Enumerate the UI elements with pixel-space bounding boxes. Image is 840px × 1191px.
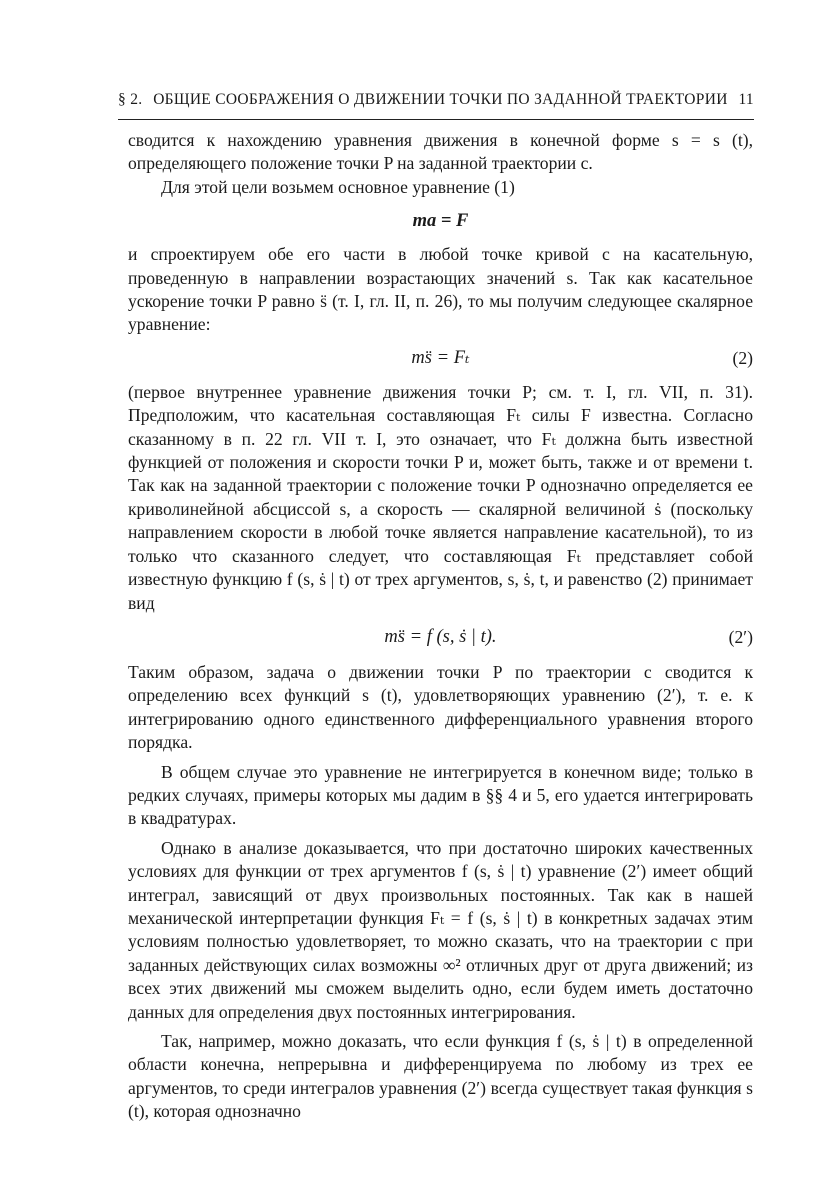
paragraph: и спроектируем обе его части в любой точке кривой c на касательную, проведенную в направлении возрастающих значений s. Так как касательное ускорение точки P равно s̈ (т. I, гл. II, п. 26), то мы получим следующее скалярное уравнение: bbox=[128, 244, 753, 335]
equation-number: (2) bbox=[732, 348, 753, 369]
paragraph: Так, например, можно доказать, что если функция f (s, ṡ | t) в определенной области конечна, непрерывна и дифференцируема по любому из трех ее аргументов, то среди интегралов уравнения (2′) всегда существует такая функция s (t), которая однозначно bbox=[128, 1031, 753, 1122]
equation-1 bbox=[128, 199, 753, 243]
equation-formula: ms̈ = Fₜ bbox=[411, 348, 470, 369]
equation-formula: ms̈ = f (s, ṡ | t). bbox=[384, 627, 497, 648]
equation-2-prime bbox=[128, 615, 753, 661]
header-rule bbox=[118, 119, 754, 120]
paragraph: Таким образом, задача о движении точки P по траектории c сводится к определению всех функций s (t), удовлетворяющих уравнению (2′), т. е. к интегрированию одного единственного дифференциального уравнения второго порядка. bbox=[128, 661, 753, 753]
paragraph: сводится к нахождению уравнения движения в конечной форме s = s (t), определяющего положение точки P на заданной траектории c. bbox=[128, 130, 753, 174]
body-text bbox=[128, 129, 753, 1124]
paragraph: Для этой цели возьмем основное уравнение (1) bbox=[161, 176, 515, 197]
equation-number: (2′) bbox=[728, 627, 753, 648]
paragraph: Однако в анализе доказывается, что при достаточно широких качественных условиях для функции от трех аргументов f (s, ṡ | t) уравнение (2′) имеет общий интеграл, зависящий от двух произвольных постоянных. Так как в нашей механической интерпретации функция Fₜ = f (s, ṡ | t) в конкретных задачах этим условиям полностью удовлетворяет, то можно сказать, что на траектории c при заданных действующих силах возможны ∞² отличных друг от друга движений; из всех этих движений мы сможем выделить одно, если будем иметь достаточно данных для определения двух постоянных интегрирования. bbox=[128, 837, 753, 1022]
page-number: 11 bbox=[738, 91, 754, 108]
equation-formula: ma = F bbox=[412, 210, 469, 231]
running-header bbox=[118, 91, 754, 109]
paragraph: (первое внутреннее уравнение движения точки P; см. т. I, гл. VII, п. 31). Предположим, что касательная составляющая Fₜ силы F известна. Согласно сказанному в п. 22 гл. VII т. I, это означает, что Fₜ должна быть известной функцией от положения и скорости точки P и, может быть, также и от времени t. Так как на заданной траектории c положение точки P однозначно определяется ее криволинейной абсциссой s, а скорость — скалярной величиной ṡ (поскольку направлением скорости в любой точке является направление касательной), то из только что сказанного следует, что составляющая Fₜ представляет собой известную функцию f (s, ṡ | t) от трех аргументов, s, ṡ, t, и равенство (2) принимает вид bbox=[128, 381, 753, 613]
section-number: § 2. bbox=[118, 91, 143, 108]
header-title: ОБЩИЕ СООБРАЖЕНИЯ О ДВИЖЕНИИ ТОЧКИ ПО ЗАДАННОЙ ТРАЕКТОРИИ bbox=[153, 91, 728, 108]
paragraph: В общем случае это уравнение не интегрируется в конечном виде; только в редких случаях, примеры которых мы дадим в §§ 4 и 5, его удается интегрировать в квадратурах. bbox=[128, 761, 753, 829]
equation-2 bbox=[128, 337, 753, 381]
